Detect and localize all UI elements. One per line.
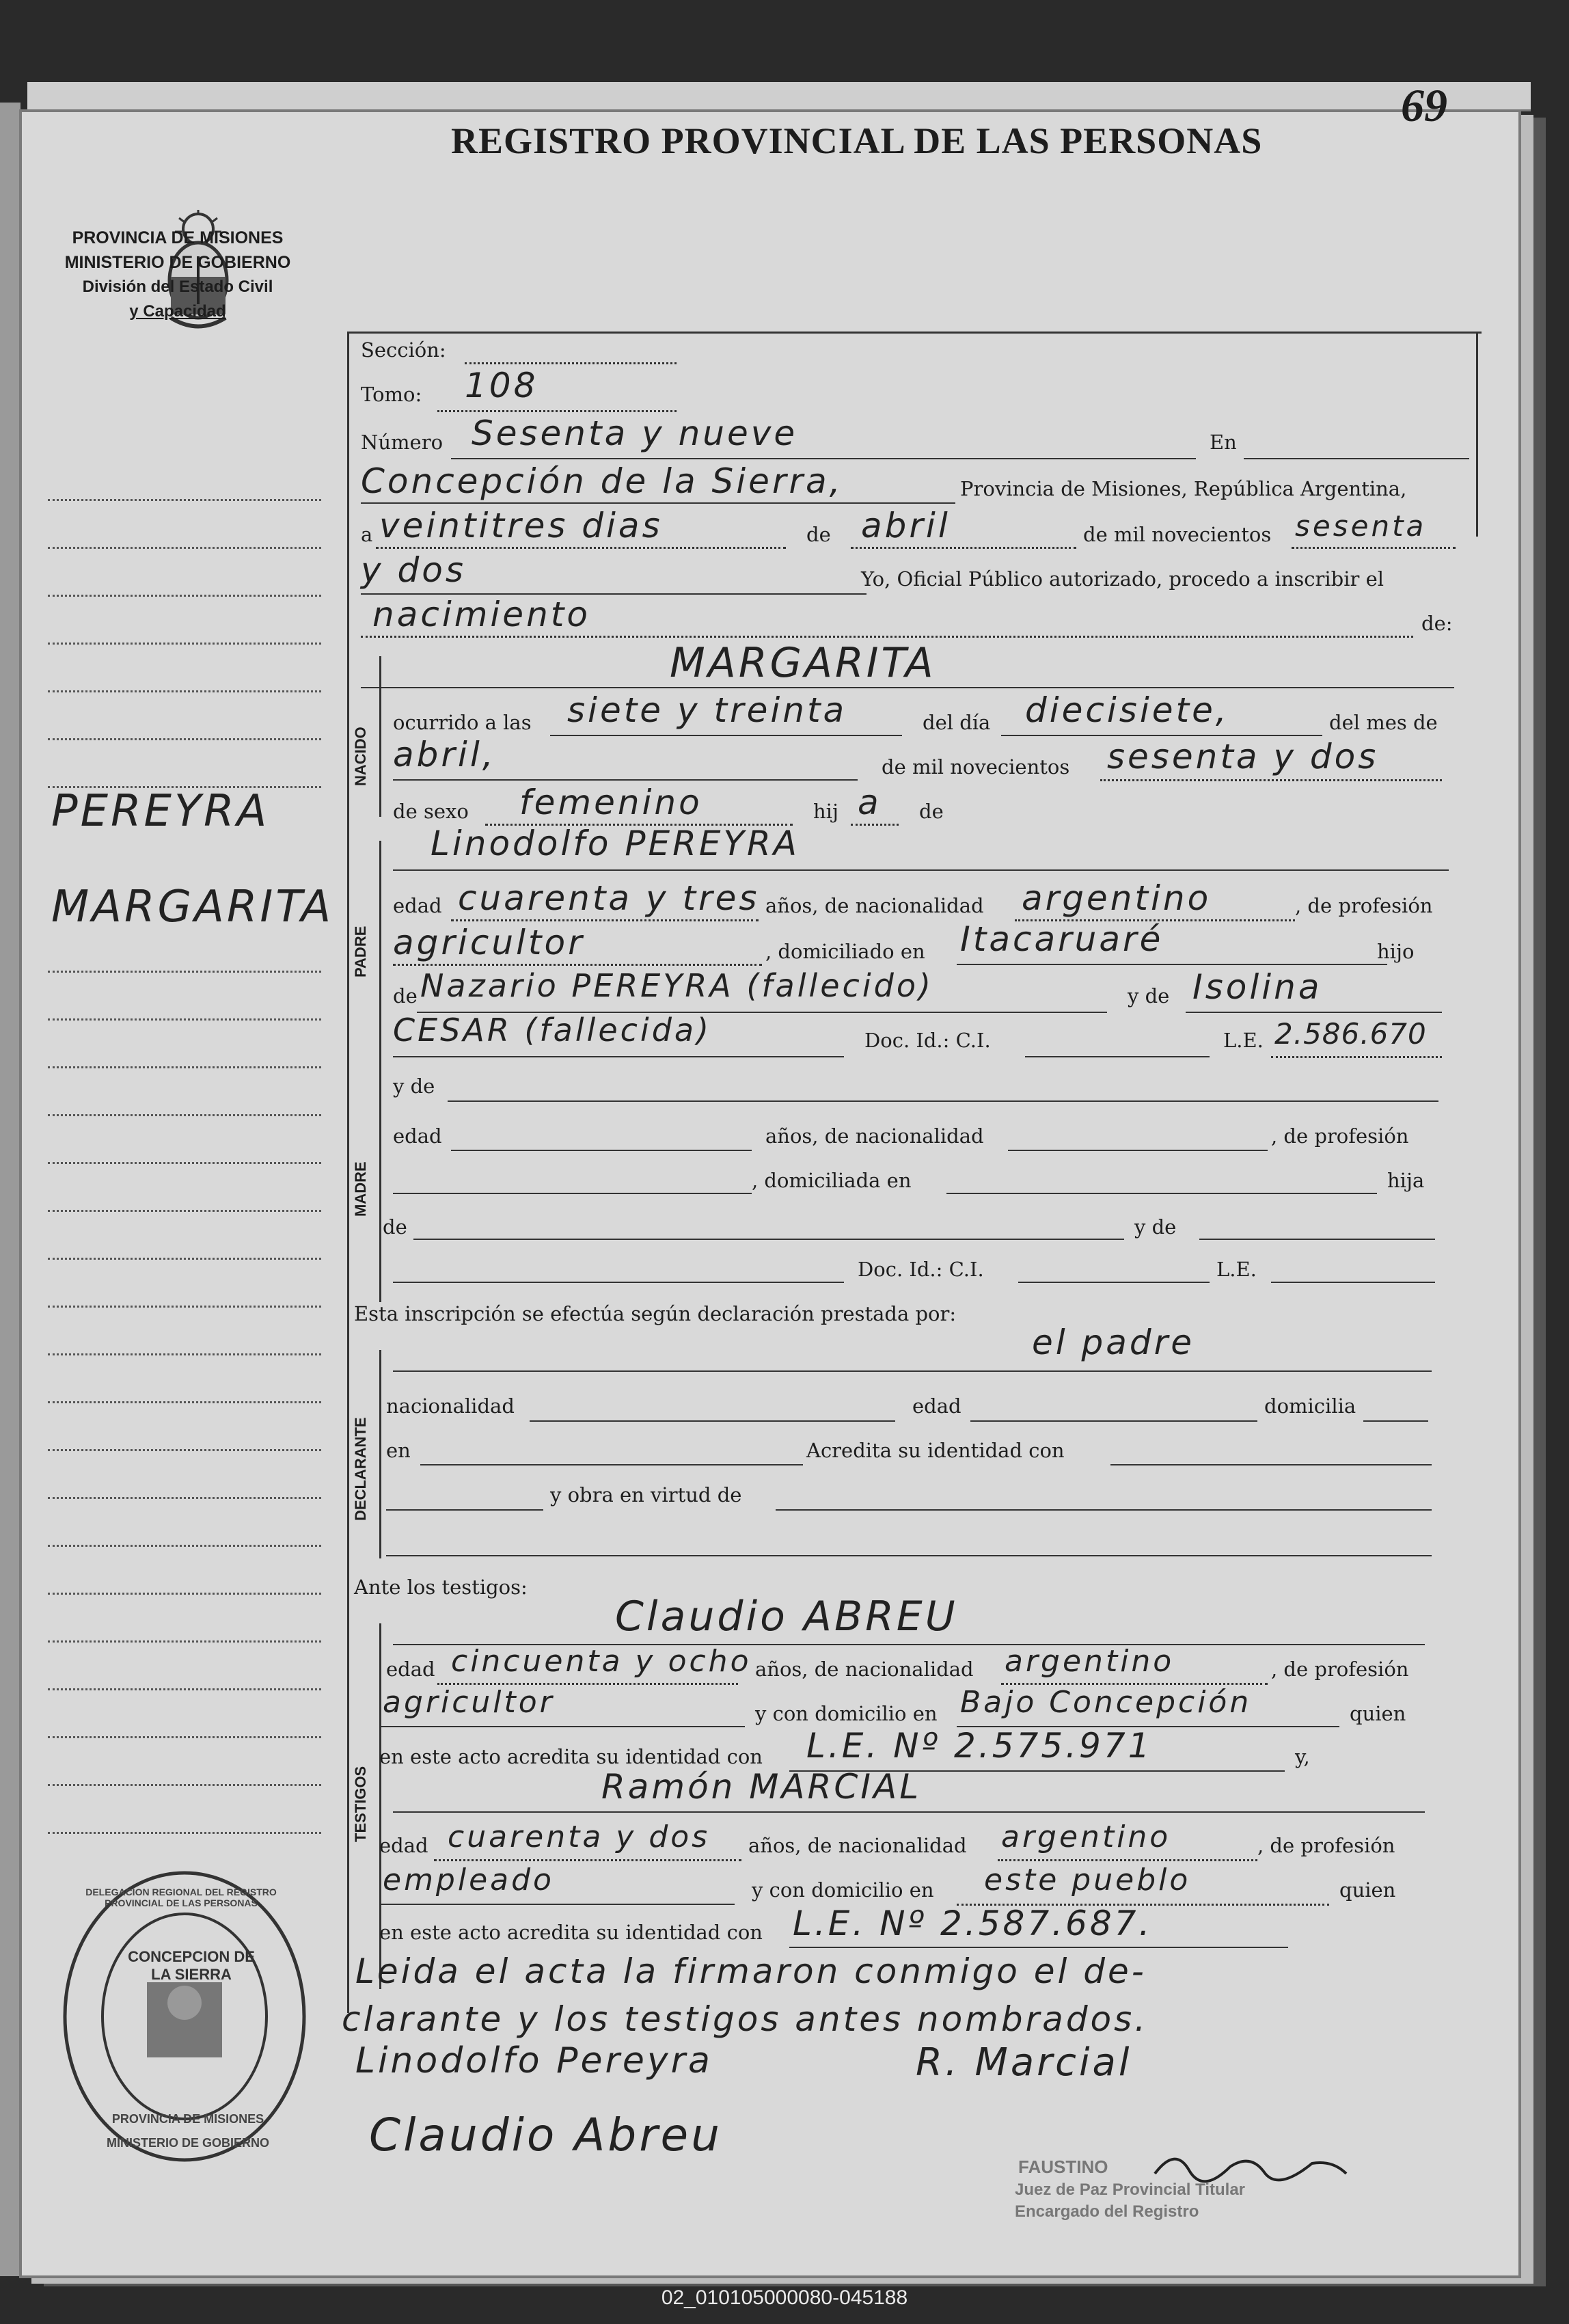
yo-text: Yo, Oficial Público autorizado, procedo a inscribir el (861, 567, 1384, 591)
image-code: 02_010105000080-045188 (661, 2286, 908, 2309)
w1-nac-label: años, de nacionalidad (755, 1658, 974, 1681)
year-field (1100, 779, 1442, 781)
doc-label: Doc. Id.: C.I. (864, 1029, 991, 1052)
margin-line (48, 1449, 321, 1451)
stamp-name: FAUSTINO (1018, 2157, 1108, 2177)
margin-line (48, 1593, 321, 1595)
tomo-value: 108 (465, 366, 538, 405)
margin-line (48, 971, 321, 973)
margin-line (48, 1162, 321, 1164)
grandmother-field (1186, 1012, 1442, 1013)
margin-line (48, 1640, 321, 1643)
decl-edad-field (970, 1420, 1257, 1422)
decl-nac-label: nacionalidad (386, 1394, 515, 1418)
seal-bottom-text: MINISTERIO DE GOBIERNO (106, 2136, 270, 2150)
margin-line (48, 1210, 321, 1212)
mil-label: de mil novecientos (882, 755, 1070, 779)
w2-prof-field (379, 1904, 735, 1905)
nac-value: argentino (1022, 878, 1212, 918)
signature-marcial: R. Marcial (916, 2040, 1132, 2085)
decl-en-label: en (386, 1439, 411, 1462)
place-field (361, 502, 955, 504)
madre-bracket (379, 1077, 381, 1302)
de-colon-label: de: (1421, 612, 1453, 635)
madre-name-field (448, 1100, 1438, 1102)
margin-line (48, 1832, 321, 1834)
seal-inner-text: CONCEPCION DE LA SIERRA (128, 1948, 255, 1983)
day-field (376, 547, 786, 549)
month-value: abril, (393, 735, 496, 774)
prof-label: , de profesión (1295, 894, 1433, 917)
numero-field (451, 458, 1196, 459)
w1-quien-label: quien (1350, 1702, 1406, 1725)
madre-nac-field (1008, 1150, 1268, 1151)
ocurrido-label: ocurrido a las (393, 711, 532, 734)
edad-field (451, 919, 759, 921)
province-text: Provincia de Misiones, República Argentina, (960, 477, 1407, 500)
declarante-field (393, 1370, 1432, 1372)
edad-label: edad (393, 894, 442, 917)
nacido-tab: NACIDO (352, 727, 369, 786)
declarante-value: el padre (1032, 1323, 1195, 1362)
dom-label: , domiciliado en (765, 940, 925, 963)
hij-value: a (858, 783, 882, 822)
margin-line (48, 690, 321, 692)
hij-field (851, 824, 899, 826)
year-label: de mil novecientos (1083, 523, 1272, 546)
w1-prof-field (379, 1726, 745, 1727)
a-label: a (361, 523, 373, 546)
decl-nac-field (530, 1420, 895, 1422)
edad-value: cuarenta y tres (458, 878, 760, 918)
margin-line (48, 1401, 321, 1403)
decl-edad-label: edad (912, 1394, 961, 1418)
place-value: Concepción de la Sierra, (361, 461, 843, 501)
w2-dom-label: y con domicilio en (752, 1878, 934, 1902)
margin-line (48, 1306, 321, 1308)
day-value: veintitres dias (379, 506, 663, 545)
form-top-border (347, 332, 1482, 334)
margin-line (48, 1688, 321, 1690)
y-de-label: y de (1128, 984, 1170, 1008)
de-label: de (806, 523, 831, 546)
father-name-field (393, 869, 1449, 871)
form-right-border (1476, 332, 1478, 537)
w2-edad: cuarenta y dos (448, 1820, 711, 1854)
madre-de-label: de (383, 1215, 407, 1239)
year-value-2: y dos (361, 550, 466, 590)
w1-edad: cincuenta y ocho (451, 1644, 752, 1679)
decl-dom-label: domicilia (1264, 1394, 1356, 1418)
madre-le-field (1271, 1282, 1435, 1283)
w2-nac-label: años, de nacionalidad (748, 1834, 967, 1857)
page-stack-edge (27, 82, 1531, 111)
w1-nac: argentino (1005, 1644, 1175, 1679)
w2-dom: este pueblo (984, 1863, 1191, 1897)
testigos-tab: TESTIGOS (352, 1766, 369, 1842)
decl-acredita-field (1110, 1464, 1432, 1465)
margin-line (48, 1066, 321, 1068)
testigos-intro: Ante los testigos: (354, 1576, 528, 1599)
father-name: Linodolfo PEREYRA (431, 824, 800, 863)
month-field (851, 547, 1076, 549)
en-label: En (1210, 431, 1237, 454)
witness1-name: Claudio ABREU (615, 1593, 958, 1640)
margin-line (48, 1114, 321, 1116)
margin-line (48, 1497, 321, 1499)
le-field (1271, 1056, 1442, 1058)
event-value: nacimiento (372, 595, 590, 634)
form-left-border (347, 332, 349, 2013)
hijo-label: hijo (1377, 940, 1415, 963)
nac-label: años, de nacionalidad (765, 894, 984, 917)
w2-acredita-label: en este acto acredita su identidad con (379, 1921, 763, 1944)
child-name: MARGARITA (670, 639, 936, 687)
year-field (1292, 547, 1456, 549)
w2-edad-field (434, 1859, 741, 1861)
w1-edad-label: edad (386, 1658, 435, 1681)
madre-y-de2-label: y de (1134, 1215, 1177, 1239)
sexo-label: de sexo (393, 800, 469, 823)
w2-id-field (789, 1947, 1288, 1948)
w1-acredita-label: en este acto acredita su identidad con (379, 1745, 763, 1768)
month-value: abril (861, 506, 951, 545)
year-value: sesenta (1295, 509, 1427, 543)
numero-value: Sesenta y nueve (472, 414, 798, 453)
margin-line (48, 643, 321, 645)
margin-line (48, 1018, 321, 1021)
day-field (1001, 735, 1322, 736)
grandmother-field-2 (393, 1056, 844, 1057)
official-signature-icon (1148, 2139, 1353, 2187)
event-field (361, 636, 1413, 638)
le-value: 2.586.670 (1274, 1017, 1427, 1051)
madre-hija-label: hija (1387, 1169, 1425, 1192)
de-label: de (919, 800, 944, 823)
page-number: 69 (1401, 79, 1447, 131)
declarante-bracket (379, 1350, 381, 1558)
w2-quien-label: quien (1339, 1878, 1396, 1902)
grandfather-value: Nazario PEREYRA (fallecido) (420, 967, 933, 1004)
seal-outer-text: DELEGACION REGIONAL DEL REGISTRO PROVINCIAL DE LAS PERSONAS (85, 1887, 277, 1908)
child-name-field (361, 687, 1454, 688)
ministry-name: MINISTERIO DE GOBIERNO (64, 253, 291, 272)
madre-prof-field (393, 1193, 752, 1194)
madre-ci-field (1018, 1282, 1210, 1283)
decl-extra-field (386, 1509, 543, 1511)
madre-prof-label: , de profesión (1271, 1124, 1409, 1148)
day-value: diecisiete, (1025, 690, 1229, 730)
division-name: División del Estado Civil (82, 278, 273, 296)
seal-province-text: PROVINCIA DE MISIONES (111, 2112, 264, 2126)
margin-line (48, 499, 321, 501)
seccion-label: Sección: (361, 338, 446, 362)
province-name: PROVINCIA DE MISIONES (72, 228, 284, 247)
madre-mother-field (1199, 1239, 1435, 1240)
sexo-value: femenino (519, 783, 702, 822)
w2-prof-label: , de profesión (1257, 1834, 1395, 1857)
margin-line (48, 1545, 321, 1547)
del-dia-label: del día (923, 711, 991, 734)
margin-given-name: MARGARITA (51, 882, 334, 932)
hour-field (550, 735, 902, 736)
w1-id: L.E. Nº 2.575.971 (806, 1726, 1153, 1766)
witness2-name: Ramón MARCIAL (601, 1767, 922, 1807)
margin-line (48, 738, 321, 740)
madre-le-label: L.E. (1216, 1258, 1257, 1281)
stamp-role-2: Encargado del Registro (1015, 2202, 1199, 2221)
month-field (393, 779, 858, 781)
capacity-name: y Capacidad (129, 302, 226, 321)
margin-line (48, 1353, 321, 1355)
seccion-field (465, 362, 677, 364)
decl-obra-label: y obra en virtud de (550, 1483, 742, 1506)
declarante-tab: DECLARANTE (352, 1417, 369, 1521)
w2-nac-field (998, 1859, 1257, 1861)
dom-value: Itacaruaré (960, 919, 1164, 959)
signature-father: Linodolfo Pereyra (355, 2040, 713, 2081)
declarante-intro: Esta inscripción se efectúa según declaración prestada por: (354, 1302, 957, 1325)
w2-nac: argentino (1001, 1820, 1171, 1854)
w2-id: L.E. Nº 2.587.687. (793, 1904, 1153, 1943)
w2-prof: empleado (383, 1863, 554, 1897)
margin-line (48, 1736, 321, 1738)
de-label: de (393, 984, 418, 1008)
numero-label: Número (361, 431, 444, 454)
closing-line-1: Leida el acta la firmaron conmigo el de- (355, 1951, 1147, 1991)
w2-edad-label: edad (379, 1834, 428, 1857)
madre-tab: MADRE (352, 1161, 369, 1217)
w1-dom: Bajo Concepción (960, 1685, 1252, 1720)
prof-field (393, 964, 762, 966)
book-spine (0, 103, 21, 2276)
decl-acredita-label: Acredita su identidad con (806, 1439, 1065, 1462)
nacido-bracket (379, 656, 381, 817)
margin-line (48, 1258, 321, 1260)
decl-en-field (420, 1464, 803, 1465)
madre-dom-field (946, 1193, 1377, 1194)
madre-father-field (413, 1239, 1124, 1240)
stamp-role: Juez de Paz Provincial Titular (1015, 2180, 1246, 2199)
grandmother-value: Isolina (1192, 967, 1322, 1007)
madre-extra-field (393, 1282, 844, 1283)
closing-line-2: clarante y los testigos antes nombrados. (342, 1999, 1149, 2039)
decl-extra-field-2 (386, 1555, 1432, 1556)
grandmother-value-2: CESAR (fallecida) (393, 1012, 712, 1049)
madre-edad-label: edad (393, 1124, 442, 1148)
madre-dom-label: , domiciliada en (752, 1169, 912, 1192)
margin-line (48, 547, 321, 549)
decl-obra-field (776, 1509, 1432, 1511)
w1-y-label: y, (1295, 1745, 1310, 1768)
tomo-field (437, 410, 677, 412)
en-field (1244, 458, 1469, 459)
dom-field (957, 964, 1387, 965)
w1-prof: agricultor (383, 1685, 555, 1720)
hij-label: hij (813, 800, 838, 823)
madre-y-de-label: y de (393, 1075, 435, 1098)
witness2-name-field (393, 1811, 1425, 1813)
page-title: REGISTRO PROVINCIAL DE LAS PERSONAS (451, 120, 1263, 161)
decl-dom-field (1363, 1420, 1428, 1422)
year-value: sesenta y dos (1107, 737, 1379, 776)
margin-surname: PEREYRA (51, 786, 270, 837)
madre-nac-label: años, de nacionalidad (765, 1124, 984, 1148)
signature-abreu: Claudio Abreu (369, 2109, 722, 2161)
issuer-block (41, 226, 314, 324)
w1-prof-label: , de profesión (1271, 1658, 1409, 1681)
le-label: L.E. (1223, 1029, 1264, 1052)
ci-field (1025, 1056, 1210, 1057)
del-mes-label: del mes de (1329, 711, 1438, 734)
margin-line (48, 1784, 321, 1786)
w1-dom-label: y con domicilio en (755, 1702, 938, 1725)
madre-edad-field (451, 1150, 752, 1151)
prof-value: agricultor (393, 923, 585, 962)
margin-line (48, 595, 321, 597)
hour-value: siete y treinta (567, 690, 847, 730)
tomo-label: Tomo: (361, 383, 422, 406)
madre-doc-label: Doc. Id.: C.I. (858, 1258, 984, 1281)
padre-tab: PADRE (352, 925, 369, 977)
